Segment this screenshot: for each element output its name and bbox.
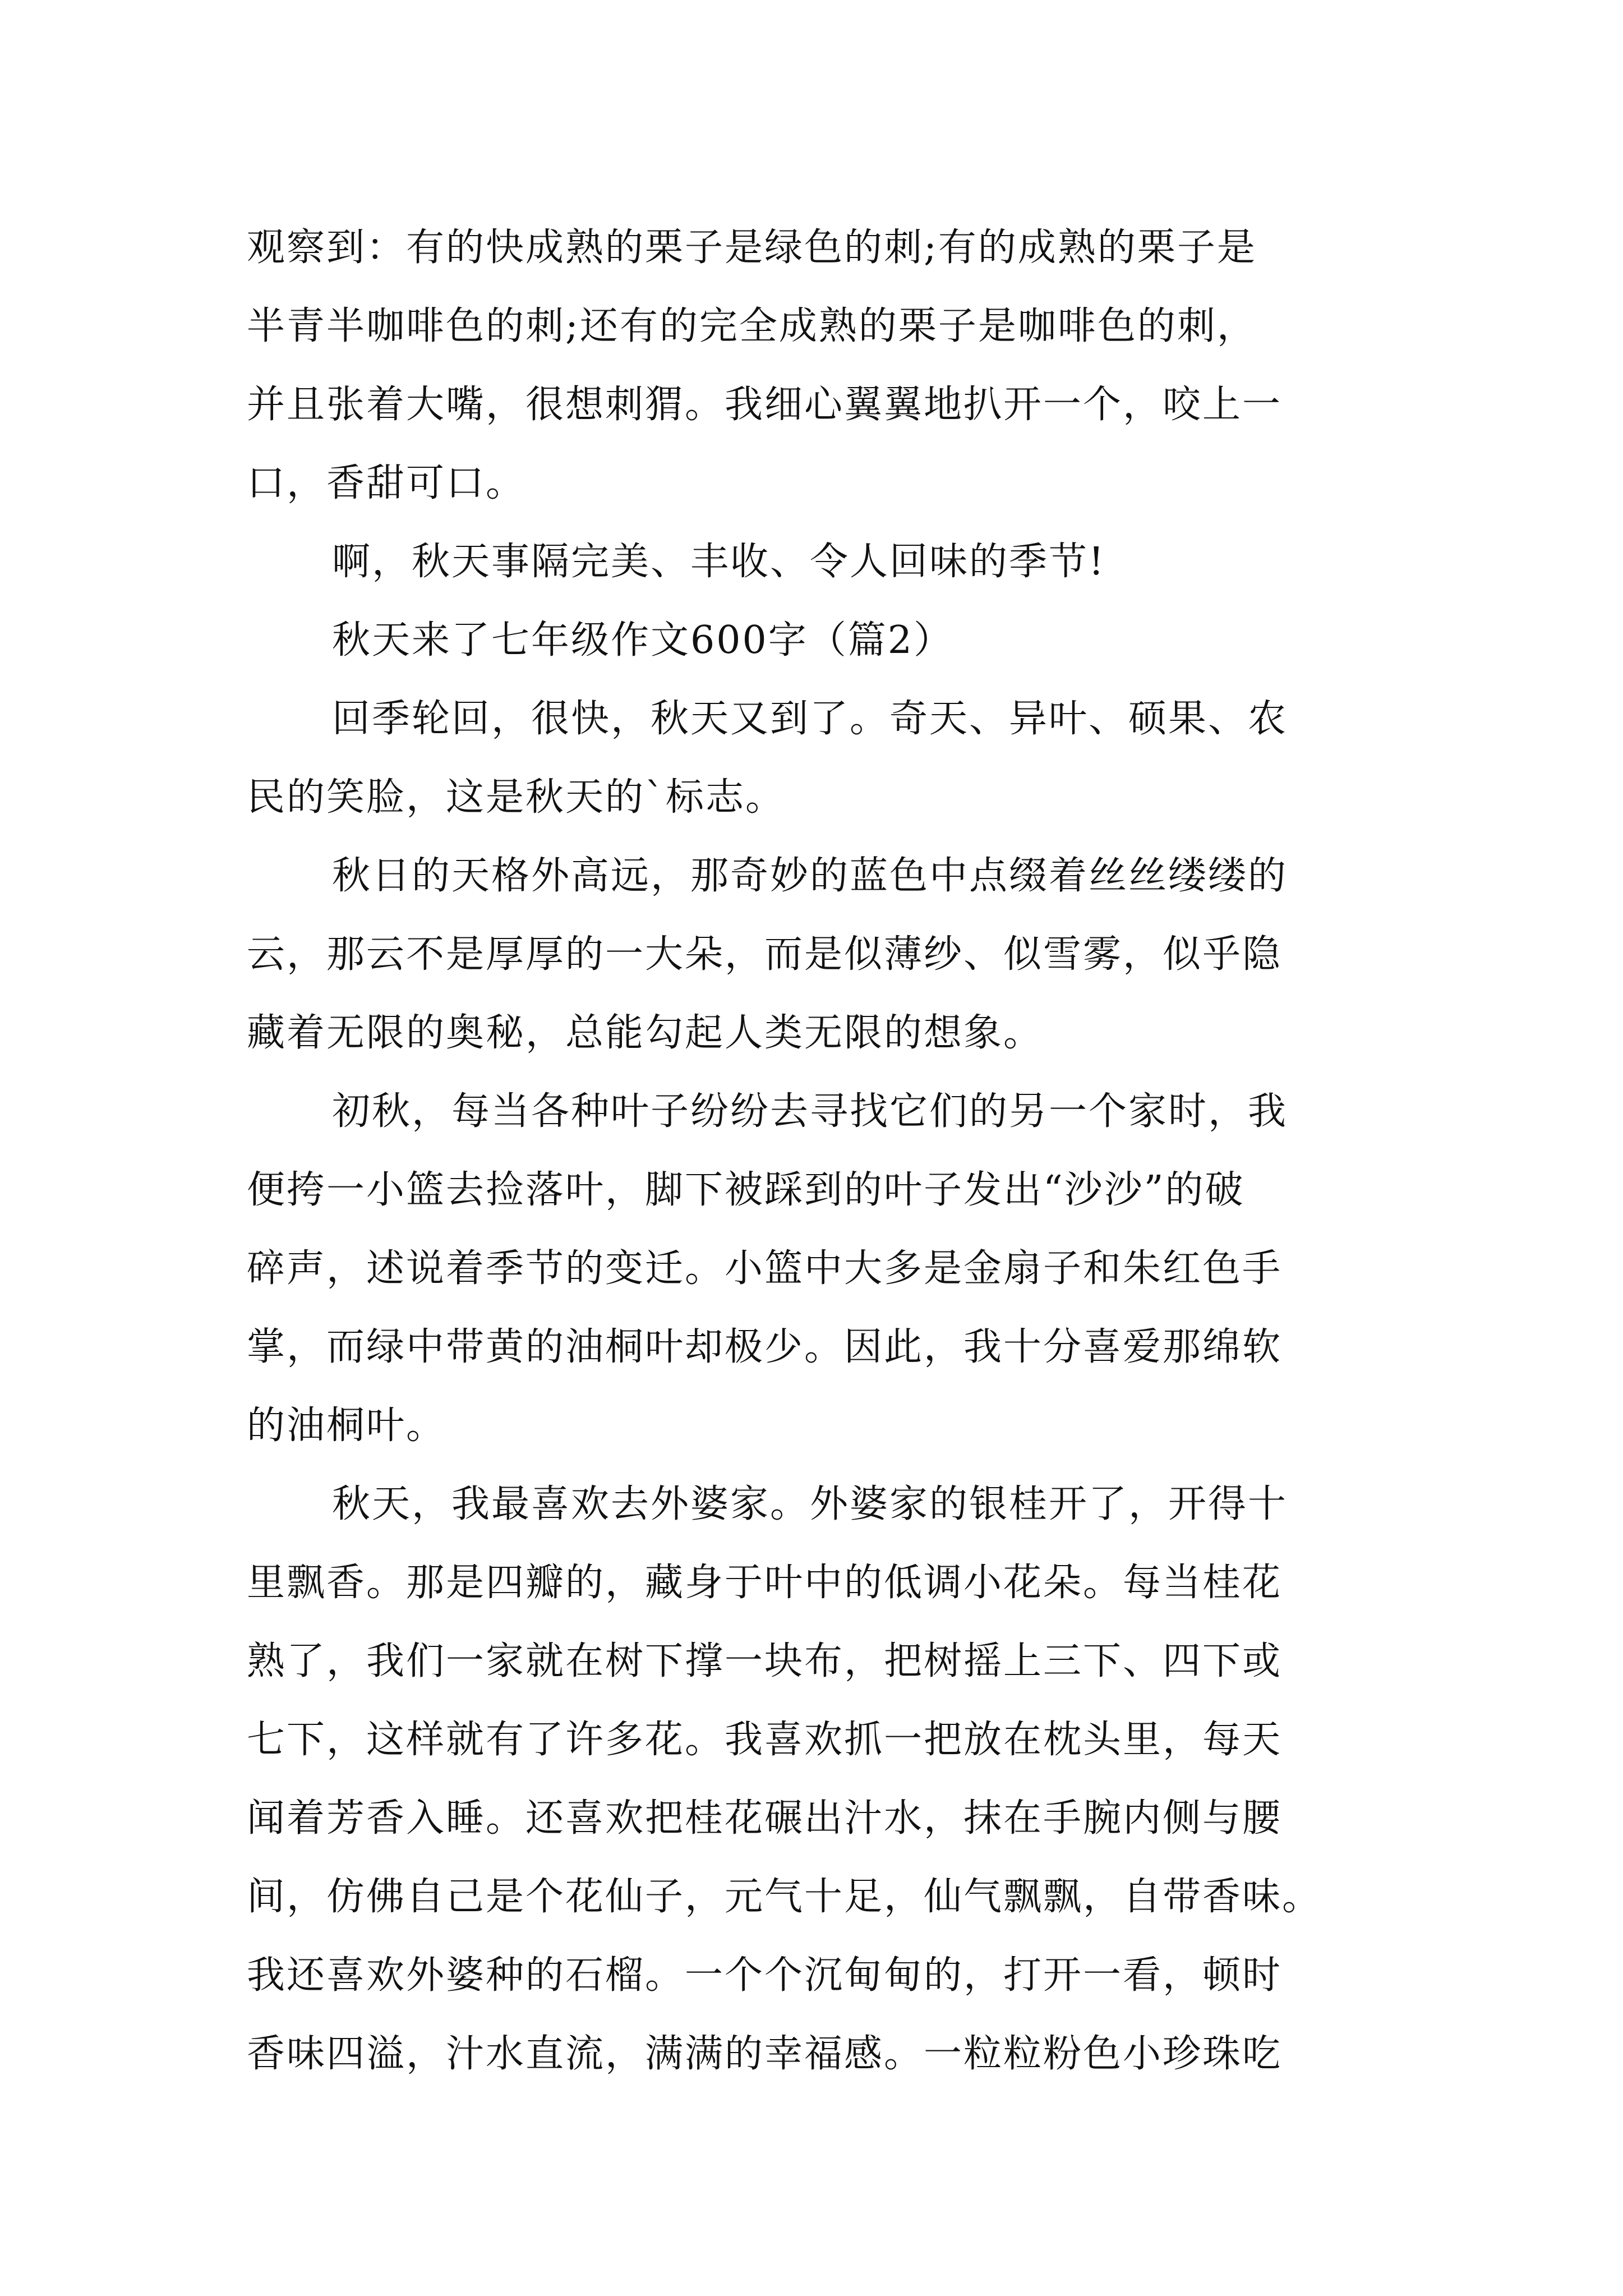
text-line: 观察到：有的快成熟的栗子是绿色的刺;有的成熟的栗子是 — [247, 226, 1257, 270]
text-line: 间，仿佛自己是个花仙子，元气十足，仙气飘飘，自带香味。 — [247, 1875, 1322, 1919]
text-line: 回季轮回，很快，秋天又到了。奇天、异叶、硕果、农 — [332, 697, 1288, 741]
text-line: 口，香甜可口。 — [247, 461, 526, 505]
document-body — [247, 209, 1391, 2093]
text-line: 碎声，述说着季节的变迁。小篮中大多是金扇子和朱红色手 — [247, 1246, 1283, 1291]
text-line: 初秋，每当各种叶子纷纷去寻找它们的另一个家时，我 — [332, 1089, 1288, 1134]
text-line: 云，那云不是厚厚的一大朵，而是似薄纱、似雪雾，似乎隐 — [247, 932, 1283, 977]
text-line: 七下，这样就有了许多花。我喜欢抓一把放在枕头里，每天 — [247, 1718, 1283, 1762]
text-line: 藏着无限的奥秘，总能勾起人类无限的想象。 — [247, 1011, 1044, 1055]
text-line: 香味四溢，汁水直流，满满的幸福感。一粒粒粉色小珍珠吃 — [247, 2032, 1283, 2076]
text-line: 熟了，我们一家就在树下撑一块布，把树摇上三下、四下或 — [247, 1639, 1283, 1683]
text-line: 便挎一小篮去捡落叶，脚下被踩到的叶子发出“沙沙”的破 — [247, 1168, 1245, 1212]
section-heading: 秋天来了七年级作文600字（篇2） — [332, 618, 954, 662]
text-line: 我还喜欢外婆种的石榴。一个个沉甸甸的，打开一看，顿时 — [247, 1953, 1283, 1998]
text-line: 里飘香。那是四瓣的，藏身于叶中的低调小花朵。每当桂花 — [247, 1561, 1283, 1605]
text-line: 闻着芳香入睡。还喜欢把桂花碾出汁水，抹在手腕内侧与腰 — [247, 1796, 1283, 1841]
text-line: 掌，而绿中带黄的油桐叶却极少。因此，我十分喜爱那绵软 — [247, 1325, 1283, 1369]
text-line: 啊，秋天事隔完美、丰收、令人回味的季节! — [332, 540, 1106, 584]
text-line: 并且张着大嘴，很想刺猬。我细心翼翼地扒开一个，咬上一 — [247, 383, 1283, 427]
text-line: 秋日的天格外高远，那奇妙的蓝色中点缀着丝丝缕缕的 — [332, 854, 1288, 898]
text-line: 的油桐叶。 — [247, 1404, 446, 1448]
text-line: 秋天，我最喜欢去外婆家。外婆家的银桂开了，开得十 — [332, 1482, 1288, 1526]
text-line: 民的笑脸，这是秋天的`标志。 — [247, 775, 786, 820]
text-line: 半青半咖啡色的刺;还有的完全成熟的栗子是咖啡色的刺， — [247, 304, 1257, 348]
